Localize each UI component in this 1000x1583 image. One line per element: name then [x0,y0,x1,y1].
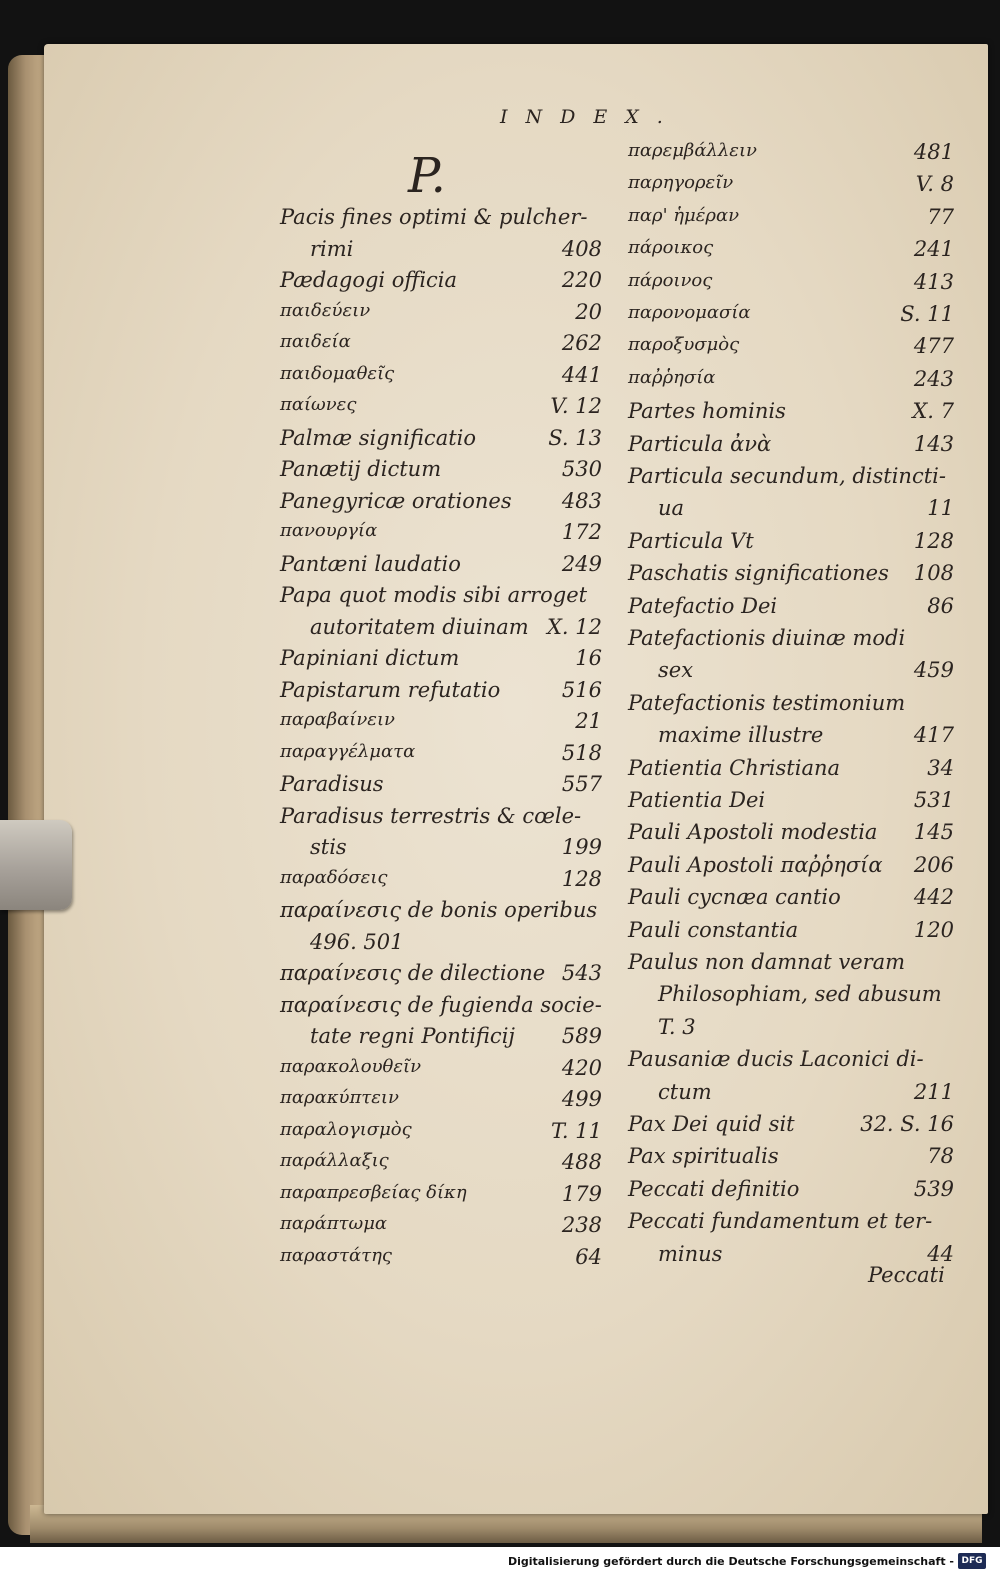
index-entry [280,1182,602,1214]
index-entry [280,583,602,615]
index-term: παραπρεσβείας δίκη [280,1181,467,1203]
index-term: Pax spiritualis [628,1144,779,1169]
index-term: παρακολουθεῖν [280,1055,422,1077]
page-reference: 420 [561,1055,602,1080]
page-reference: 199 [561,835,602,859]
index-entry [628,756,954,788]
index-entry [628,982,954,1014]
index-entry [628,1112,954,1144]
index-entry [628,950,954,982]
index-entry [628,918,954,950]
page-reference: V. 12 [550,394,602,418]
index-entry [628,820,954,852]
index-entry [280,646,602,678]
page-reference: 120 [913,917,954,942]
running-title: INDEX. [500,106,681,128]
index-entry [280,867,602,899]
index-term: παρονομασία [628,302,751,323]
page-reference: 16 [575,646,602,670]
page-reference: S. 11 [900,302,954,326]
index-term: παραίνεσις de fugienda socie- [280,992,602,1017]
index-entry [280,394,602,426]
page-reference: 243 [913,366,954,391]
page-reference: V. 8 [915,172,954,197]
index-term: Panætij dictum [280,457,442,481]
index-term: παράλλαξις [280,1150,389,1171]
index-term: Patefactio Dei [628,593,778,618]
index-term: παραβαίνειν [280,709,395,730]
index-entry [628,1144,954,1176]
index-term: παρηγορεῖν [628,172,734,194]
index-term: παῤῥησία [628,366,716,388]
index-entry [628,464,954,496]
index-term: παιδεύειν [280,299,371,321]
index-term: sex [658,658,694,683]
index-entry [628,237,954,269]
index-term: παρακύπτειν [280,1087,399,1108]
page-reference: 262 [561,331,602,355]
index-entry [280,772,602,804]
page-reference: 249 [561,551,602,576]
index-term: autoritatem diuinam [310,614,529,639]
index-entry [628,1047,954,1079]
index-entry [280,331,602,363]
index-term: παραίνεσις de bonis operibus [280,898,598,922]
index-entry [628,270,954,302]
index-entry [628,561,954,593]
index-term: παίωνες [280,394,357,415]
index-entry [280,552,602,584]
index-term: Pauli cycnæa cantio [628,885,841,910]
index-term: παραίνεσις de dilectione [280,961,546,985]
page-reference: 477 [913,334,954,359]
index-term: Particula secundum, distincti- [628,464,946,488]
index-term: Pax Dei quid sit [628,1112,795,1136]
index-term: Particula Vt [628,528,754,553]
index-term: Paulus non damnat veram [628,950,906,974]
page-reference: 11 [927,496,954,521]
page-reference: 220 [561,268,602,292]
index-term: παραγγέλματα [280,740,416,762]
page-reference: S. 13 [548,425,602,450]
index-entry [280,741,602,773]
page-reference: X. 7 [912,399,954,424]
catchword: Peccati [868,1263,945,1287]
index-entry [280,898,602,930]
index-term: παραδόσεις [280,866,388,888]
page-reference: 241 [913,237,954,262]
page-reference: 589 [561,1024,602,1048]
page-reference: 539 [913,1176,954,1201]
index-entry [628,658,954,690]
index-entry [628,367,954,399]
index-entry [280,363,602,395]
index-term: Patefactionis diuinæ modi [628,626,906,650]
index-term: Patientia Christiana [628,755,841,780]
index-term: Palmæ significatio [280,425,477,450]
index-entry [280,1213,602,1245]
page-reference: 20 [575,299,602,324]
page-reference: X. 12 [546,614,602,639]
index-entry [280,1245,602,1277]
index-term: ua [658,496,685,521]
index-term: Pacis fines optimi & pulcher- [280,205,588,229]
index-term: Pausaniæ ducis Laconici di- [628,1047,924,1072]
index-entry [628,788,954,820]
index-entry [628,626,954,658]
index-term: minus [658,1241,723,1266]
index-term: ctum [658,1079,712,1104]
page-clip [0,820,72,910]
page-reference: 179 [561,1181,602,1206]
index-term: παροξυσμὸς [628,334,740,356]
index-entry [628,1080,954,1112]
index-term: tate regni Pontificij [310,1024,515,1048]
index-entry [280,1150,602,1182]
page-reference: 64 [575,1244,602,1269]
index-entry [280,268,602,300]
dfg-logo: DFG [958,1553,986,1569]
page-reference: 128 [561,866,602,891]
index-entry [280,1056,602,1088]
index-term: παράπτωμα [280,1213,388,1234]
index-entry [628,723,954,755]
index-entry [280,678,602,710]
index-term: Patientia Dei [628,788,766,812]
page-reference: 238 [561,1213,602,1237]
index-entry [280,457,602,489]
index-entry [280,1119,602,1151]
page-reference: 557 [561,772,602,796]
index-term: Peccati fundamentum et ter- [628,1209,933,1234]
page-reference: 483 [561,488,602,513]
page-reference: 34 [927,755,954,780]
index-entry [628,172,954,204]
page-reference: 143 [913,431,954,456]
index-term: Peccati definitio [628,1176,800,1201]
index-entry [280,835,602,867]
index-entry [628,885,954,917]
index-term: παραλογισμὸς [280,1118,412,1140]
page-reference: 499 [561,1087,602,1111]
page-reference: 442 [913,885,954,910]
index-term: πάροικος [628,237,714,259]
index-entry [280,237,602,269]
index-entry [280,709,602,741]
page-reference: 417 [913,723,954,748]
page-reference: 108 [913,561,954,586]
page-reference: 172 [561,520,602,544]
index-term: Papa quot modis sibi arroget [280,583,588,607]
index-term: παιδεία [280,331,351,352]
page-reference: 77 [927,204,954,229]
index-term: παρ' ἡμέραν [628,204,740,226]
page-reference: 481 [913,140,954,164]
index-entry [628,594,954,626]
section-letter: P. [408,148,446,204]
index-entry [280,993,602,1025]
index-entry [280,804,602,836]
index-entry [628,691,954,723]
index-entry [280,961,602,993]
page-reference: 459 [913,658,954,683]
index-term: stis [310,835,347,859]
index-entry [628,140,954,172]
index-entry [280,1024,602,1056]
index-term: Partes hominis [628,399,786,424]
page-reference: 128 [913,528,954,553]
page-reference: 211 [913,1079,954,1104]
index-term: T. 3 [658,1014,696,1039]
page-reference: 488 [561,1150,602,1174]
index-term: παραστάτης [280,1244,392,1266]
index-entry [280,489,602,521]
index-entry [280,426,602,458]
index-entry [280,930,602,962]
index-term: Particula ἀνὰ [628,431,772,456]
index-term: rimi [310,236,354,261]
index-term: Paradisus terrestris & cœle- [280,803,582,828]
index-term: παιδομαθεῖς [280,362,395,384]
index-entry [628,302,954,334]
index-term: maxime illustre [658,723,824,748]
index-entry [628,1177,954,1209]
page-reference: 518 [561,740,602,765]
index-term: Paschatis significationes [628,561,889,586]
index-term: Pauli constantia [628,917,799,942]
page-reference: 543 [561,961,602,985]
index-term: Pauli Apostoli παῤῥησία [628,852,883,877]
index-entry [628,334,954,366]
index-entry [280,520,602,552]
page-reference: 32. S. 16 [860,1112,954,1136]
page-reference: 531 [913,788,954,812]
index-term: Pantæni laudatio [280,551,461,576]
index-entry [280,615,602,647]
index-term: Patefactionis testimonium [628,690,906,715]
page-reference: 441 [561,362,602,387]
index-entry [628,432,954,464]
footer-credit: Digitalisierung gefördert durch die Deutsche Forschungsgemeinschaft - [507,1555,954,1568]
index-term: Paradisus [280,772,384,796]
index-term: Philosophiam, sed abusum [658,982,942,1007]
index-entry [628,1209,954,1241]
index-term: Papistarum refutatio [280,677,501,702]
index-term: πάροινος [628,269,713,291]
page-reference: 413 [913,269,954,294]
index-entry [280,1087,602,1119]
index-term: παρεμβάλλειν [628,140,757,161]
index-term: Panegyricæ orationes [280,488,512,513]
index-entry [628,205,954,237]
page-reference: 21 [575,709,602,733]
index-entry [628,496,954,528]
page-reference: T. 11 [551,1118,602,1143]
page-reference: 530 [561,457,602,481]
index-term: πανουργία [280,520,378,541]
page-reference: 206 [913,852,954,877]
index-entry [628,1015,954,1047]
page-reference: 516 [561,677,602,702]
index-term: 496. 501 [310,929,404,954]
page-reference: 145 [913,820,954,845]
index-entry [280,205,602,237]
index-term: Pædagogi officia [280,268,458,292]
page-reference: 408 [561,236,602,261]
index-entry [628,399,954,431]
page-reference: 86 [927,593,954,618]
page-reference: 78 [927,1144,954,1169]
index-entry [280,300,602,332]
index-entry [628,853,954,885]
index-term: Pauli Apostoli modestia [628,820,878,845]
page-reference: 44 [927,1241,954,1266]
index-term: Papiniani dictum [280,646,460,670]
footer-bar [0,1547,1000,1583]
index-entry [628,529,954,561]
